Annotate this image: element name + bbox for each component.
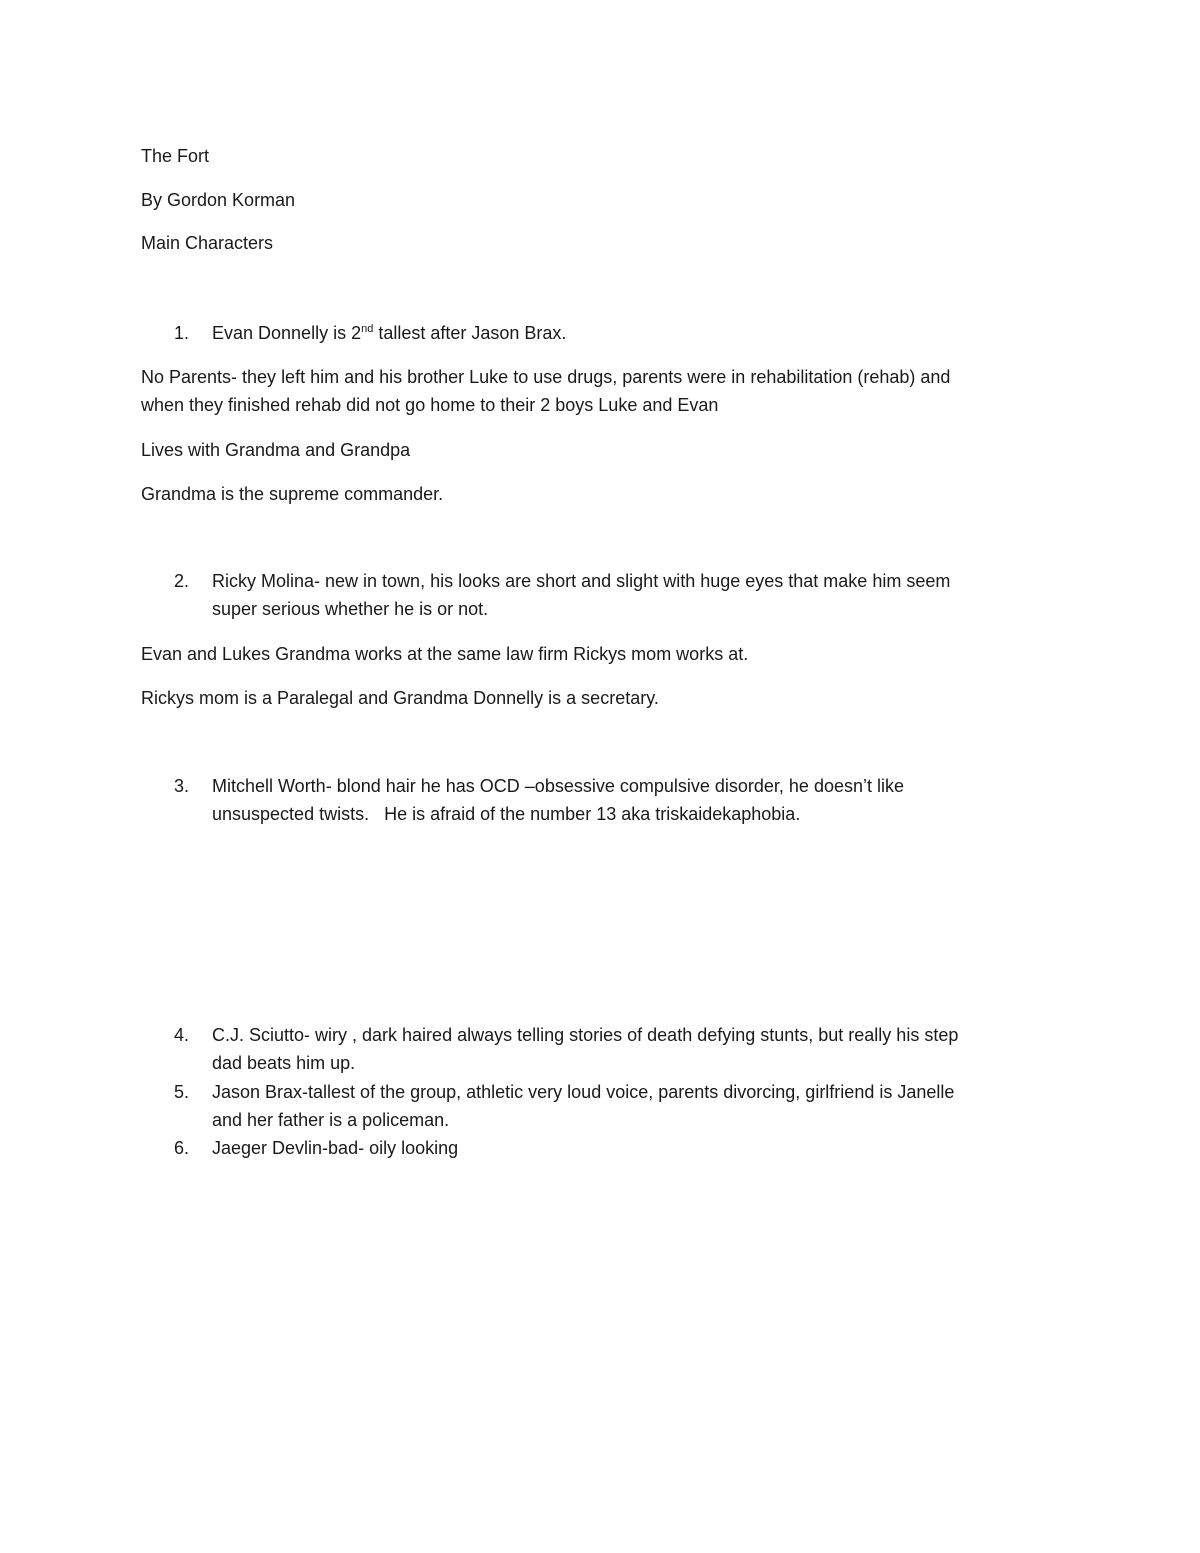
list-item-1 [174, 319, 1054, 347]
list-text: Evan Donnelly is 2nd tallest after Jason Brax. [212, 323, 567, 343]
list-number: 5. [174, 1082, 190, 1102]
note-line: Lives with Grandma and Grandpa [141, 440, 411, 460]
list-number: 3. [174, 776, 190, 796]
note-line: Grandma is the supreme commander. [141, 484, 444, 504]
list-item-3 [174, 772, 1054, 828]
note-line: No Parents- they left him and his brother Luke to use drugs, parents were in rehabilitation (rehab) and [141, 367, 951, 387]
list-item-6 [174, 1134, 1054, 1162]
list-text-line: and her father is a policeman. [212, 1110, 450, 1130]
list-text-line: unsuspected twists. He is afraid of the number 13 aka triskaidekaphobia. [212, 804, 801, 824]
note-line: Rickys mom is a Paralegal and Grandma Donnelly is a secretary. [141, 688, 659, 708]
list-number: 2. [174, 571, 190, 591]
list-number: 4. [174, 1025, 190, 1045]
document-title: The Fort [141, 146, 210, 166]
note-line: when they finished rehab did not go home to their 2 boys Luke and Evan [141, 395, 719, 415]
list-item-4 [174, 1021, 1054, 1077]
list-text-line: Jason Brax-tallest of the group, athletic very loud voice, parents divorcing, girlfriend is Janelle [212, 1082, 955, 1102]
list-text-line: Ricky Molina- new in town, his looks are short and slight with huge eyes that make him seem [212, 571, 951, 591]
list-text-line: C.J. Sciutto- wiry , dark haired always telling stories of death defying stunts, but really his step [212, 1025, 959, 1045]
list-text-line: dad beats him up. [212, 1053, 356, 1073]
note-line: Evan and Lukes Grandma works at the same law firm Rickys mom works at. [141, 644, 749, 664]
list-item-2 [174, 567, 1054, 623]
list-item-5 [174, 1078, 1054, 1134]
document-author: By Gordon Korman [141, 190, 296, 210]
list-number: 1. [174, 323, 190, 343]
section-heading: Main Characters [141, 233, 274, 253]
list-text-line: Jaeger Devlin-bad- oily looking [212, 1138, 459, 1158]
list-text-line: Mitchell Worth- blond hair he has OCD –obsessive compulsive disorder, he doesn’t like [212, 776, 904, 796]
list-number: 6. [174, 1138, 190, 1158]
list-text-line: super serious whether he is or not. [212, 599, 489, 619]
